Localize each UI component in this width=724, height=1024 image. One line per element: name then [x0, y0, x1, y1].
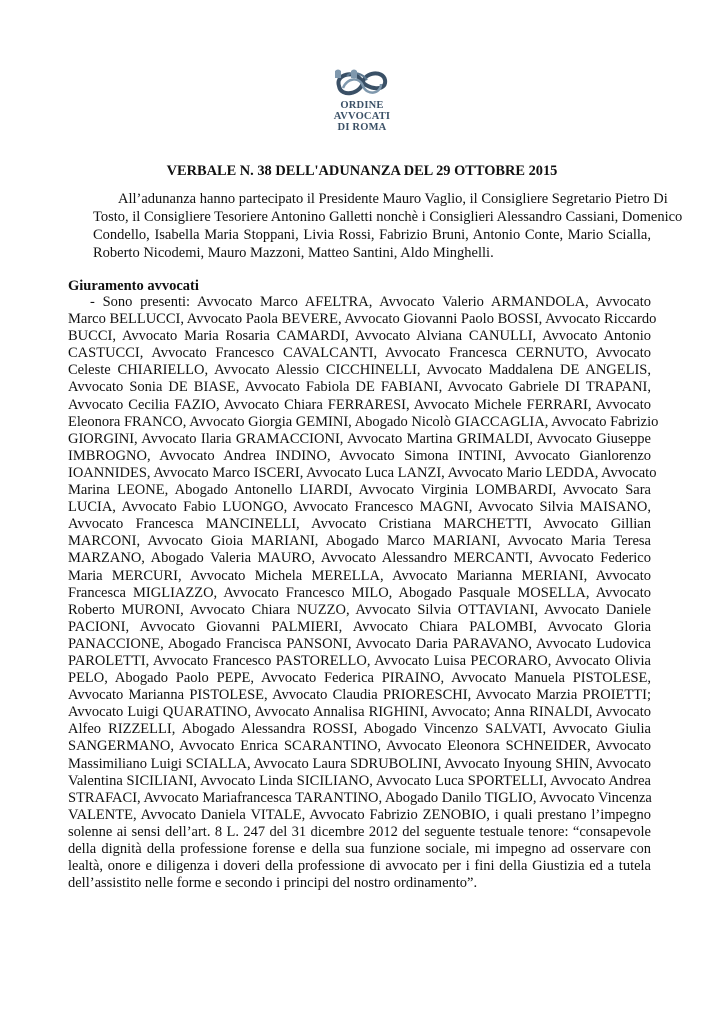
oath-line: Avvocato Marianna PISTOLESE, Avvocato Claudia PRIORESCHI, Avvocato Marzia PROIETTI;: [68, 687, 651, 704]
oath-line: Maria MERCURI, Avvocato Michela MERELLA, Avvocato Marianna MERIANI, Avvocato: [68, 567, 651, 584]
oath-line: MARCONI, Avvocato Gioia MARIANI, Abogado Marco MARIANI, Avvocato Maria Teresa: [68, 533, 651, 550]
logo-text: [325, 100, 399, 133]
oath-line: PANACCIONE, Abogado Francisca PANSONI, Avvocato Daria PARAVANO, Avvocato Ludovica: [68, 635, 651, 652]
intro-line: Roberto Nicodemi, Mauro Mazzoni, Matteo Santini, Aldo Minghelli.: [93, 245, 494, 261]
intro-line: Condello, Isabella Maria Stoppani, Livia Rossi, Fabrizio Bruni, Antonio Conte, Mario Scialla,: [93, 227, 651, 243]
oath-line: Marina LEONE, Abogado Antonello LIARDI, Avvocato Virginia LOMBARDI, Avvocato Sara: [68, 482, 651, 499]
logo-line-1: ORDINE: [340, 100, 384, 111]
oath-line: Eleonora FRANCO, Avvocato Giorgia GEMINI, Abogado Nicolò GIACCAGLIA, Avvocato Fabrizio: [68, 413, 659, 430]
oath-line: della dignità della professione forense e della sua funzione sociale, mi impegno ad osservare con: [68, 841, 651, 857]
oath-line: solenne ai sensi dell’art. 8 L. 247 del 31 dicembre 2012 del seguente testuale tenore: “consapevole: [68, 823, 651, 840]
oath-line: PACIONI, Avvocato Giovanni PALMIERI, Avvocato Chiara PALOMBI, Avvocato Gloria: [68, 618, 651, 635]
intro-line: All’adunanza hanno partecipato il Presidente Mauro Vaglio, il Consigliere Segretario Pietro Di: [118, 191, 668, 207]
logo-line-3: DI ROMA: [337, 122, 387, 133]
attendance-paragraph: [68, 190, 683, 262]
oath-line: STRAFACI, Avvocato Mariafrancesca TARANTINO, Abogado Danilo TIGLIO, Avvocato Vincenza: [68, 789, 652, 806]
oath-line: Avvocato Sonia DE BIASE, Avvocato Fabiola DE FABIANI, Avvocato Gabriele DI TRAPANI,: [68, 379, 651, 396]
oath-line: SANGERMANO, Avvocato Enrica SCARANTINO, Avvocato Eleonora SCHNEIDER, Avvocato: [68, 738, 651, 755]
oath-line: GIORGINI, Avvocato Ilaria GRAMACCIONI, Avvocato Martina GRIMALDI, Avvocato Giuseppe: [68, 430, 651, 447]
section-heading: Giuramento avvocati: [68, 278, 199, 294]
oath-line: IMBROGNO, Avvocato Andrea INDINO, Avvocato Simona INTINI, Avvocato Gianlorenzo: [68, 447, 651, 464]
oath-line: BUCCI, Avvocato Maria Rosaria CAMARDI, Avvocato Alviana CANULLI, Avvocato Antonio: [68, 328, 651, 345]
oath-line: PELO, Abogado Paolo PEPE, Avvocato Federica PIRAINO, Avvocato Manuela PISTOLESE,: [68, 670, 651, 687]
oath-line: Roberto MURONI, Avvocato Chiara NUZZO, Avvocato Silvia OTTAVIANI, Avvocato Daniele: [68, 601, 651, 618]
logo-line-2: AVVOCATI: [333, 111, 391, 122]
oath-line: lealtà, onore e diligenza i doveri della professione di avvocato per i fini della Giustizia ed a tutela: [68, 858, 651, 875]
oath-paragraph: [68, 293, 659, 892]
oath-line: Massimiliano Luigi SCIALLA, Avvocato Laura SDRUBOLINI, Avvocato Inyoung SHIN, Avvocato: [68, 755, 651, 772]
oath-line: Celeste CHIARIELLO, Avvocato Alessio CICCHINELLI, Avvocato Maddalena DE ANGELIS,: [68, 362, 651, 379]
oath-line: VALENTE, Avvocato Daniela VITALE, Avvocato Fabrizio ZENOBIO, i quali prestano l’impegno: [68, 806, 651, 823]
oath-line: Marco BELLUCCI, Avvocato Paola BEVERE, Avvocato Giovanni Paolo BOSSI, Avvocato Riccardo: [68, 311, 657, 328]
oath-line: Alfeo RIZZELLI, Abogado Alessandra ROSSI, Abogado Vincenzo SALVATI, Avvocato Giulia: [68, 721, 651, 738]
oath-line: Valentina SICILIANI, Avvocato Linda SICILIANO, Avvocato Luca SPORTELLI, Avvocato Andrea: [68, 772, 651, 789]
oath-line: PAROLETTI, Avvocato Francesco PASTORELLO, Avvocato Luisa PECORARO, Avvocato Olivia: [68, 652, 651, 669]
oath-line: Avvocato Francesca MANCINELLI, Avvocato Cristiana MARCHETTI, Avvocato Gillian: [68, 516, 651, 533]
oath-line: dell’assistito nelle forme e secondo i principi del nostro ordinamento”.: [68, 875, 478, 892]
intro-line: Tosto, il Consigliere Tesoriere Antonino Galletti nonchè i Consiglieri Alessandro Cassiani, Domenico: [93, 209, 683, 225]
oath-line: IOANNIDES, Avvocato Marco ISCERI, Avvocato Luca LANZI, Avvocato Mario LEDDA, Avvocato: [68, 464, 657, 481]
oath-line: Avvocato Luigi QUARATINO, Avvocato Annalisa RIGHINI, Avvocato; Anna RINALDI, Avvocato: [68, 704, 651, 721]
logo-feet-icon: [333, 68, 359, 78]
oath-line: MARZANO, Abogado Valeria MAURO, Avvocato Alessandro MERCANTI, Avvocato Federico: [68, 550, 651, 567]
oath-line: Avvocato Cecilia FAZIO, Avvocato Chiara FERRARESI, Avvocato Michele FERRARI, Avvocato: [68, 396, 651, 413]
bar-association-logo: [325, 68, 399, 148]
oath-line: CASTUCCI, Avvocato Francesco CAVALCANTI, Avvocato Francesca CERNUTO, Avvocato: [68, 345, 651, 362]
oath-line: - Sono presenti: Avvocato Marco AFELTRA, Avvocato Valerio ARMANDOLA, Avvocato: [90, 294, 651, 310]
oath-line: LUCIA, Avvocato Fabio LUONGO, Avvocato Francesco MAGNI, Avvocato Silvia MAISANO,: [68, 499, 651, 516]
page-title: VERBALE N. 38 DELL'ADUNANZA DEL 29 OTTOBRE 2015: [166, 163, 558, 179]
oath-line: Francesca MIGLIAZZO, Avvocato Francesco MILO, Abogado Pasquale MOSELLA, Avvocato: [68, 584, 651, 601]
